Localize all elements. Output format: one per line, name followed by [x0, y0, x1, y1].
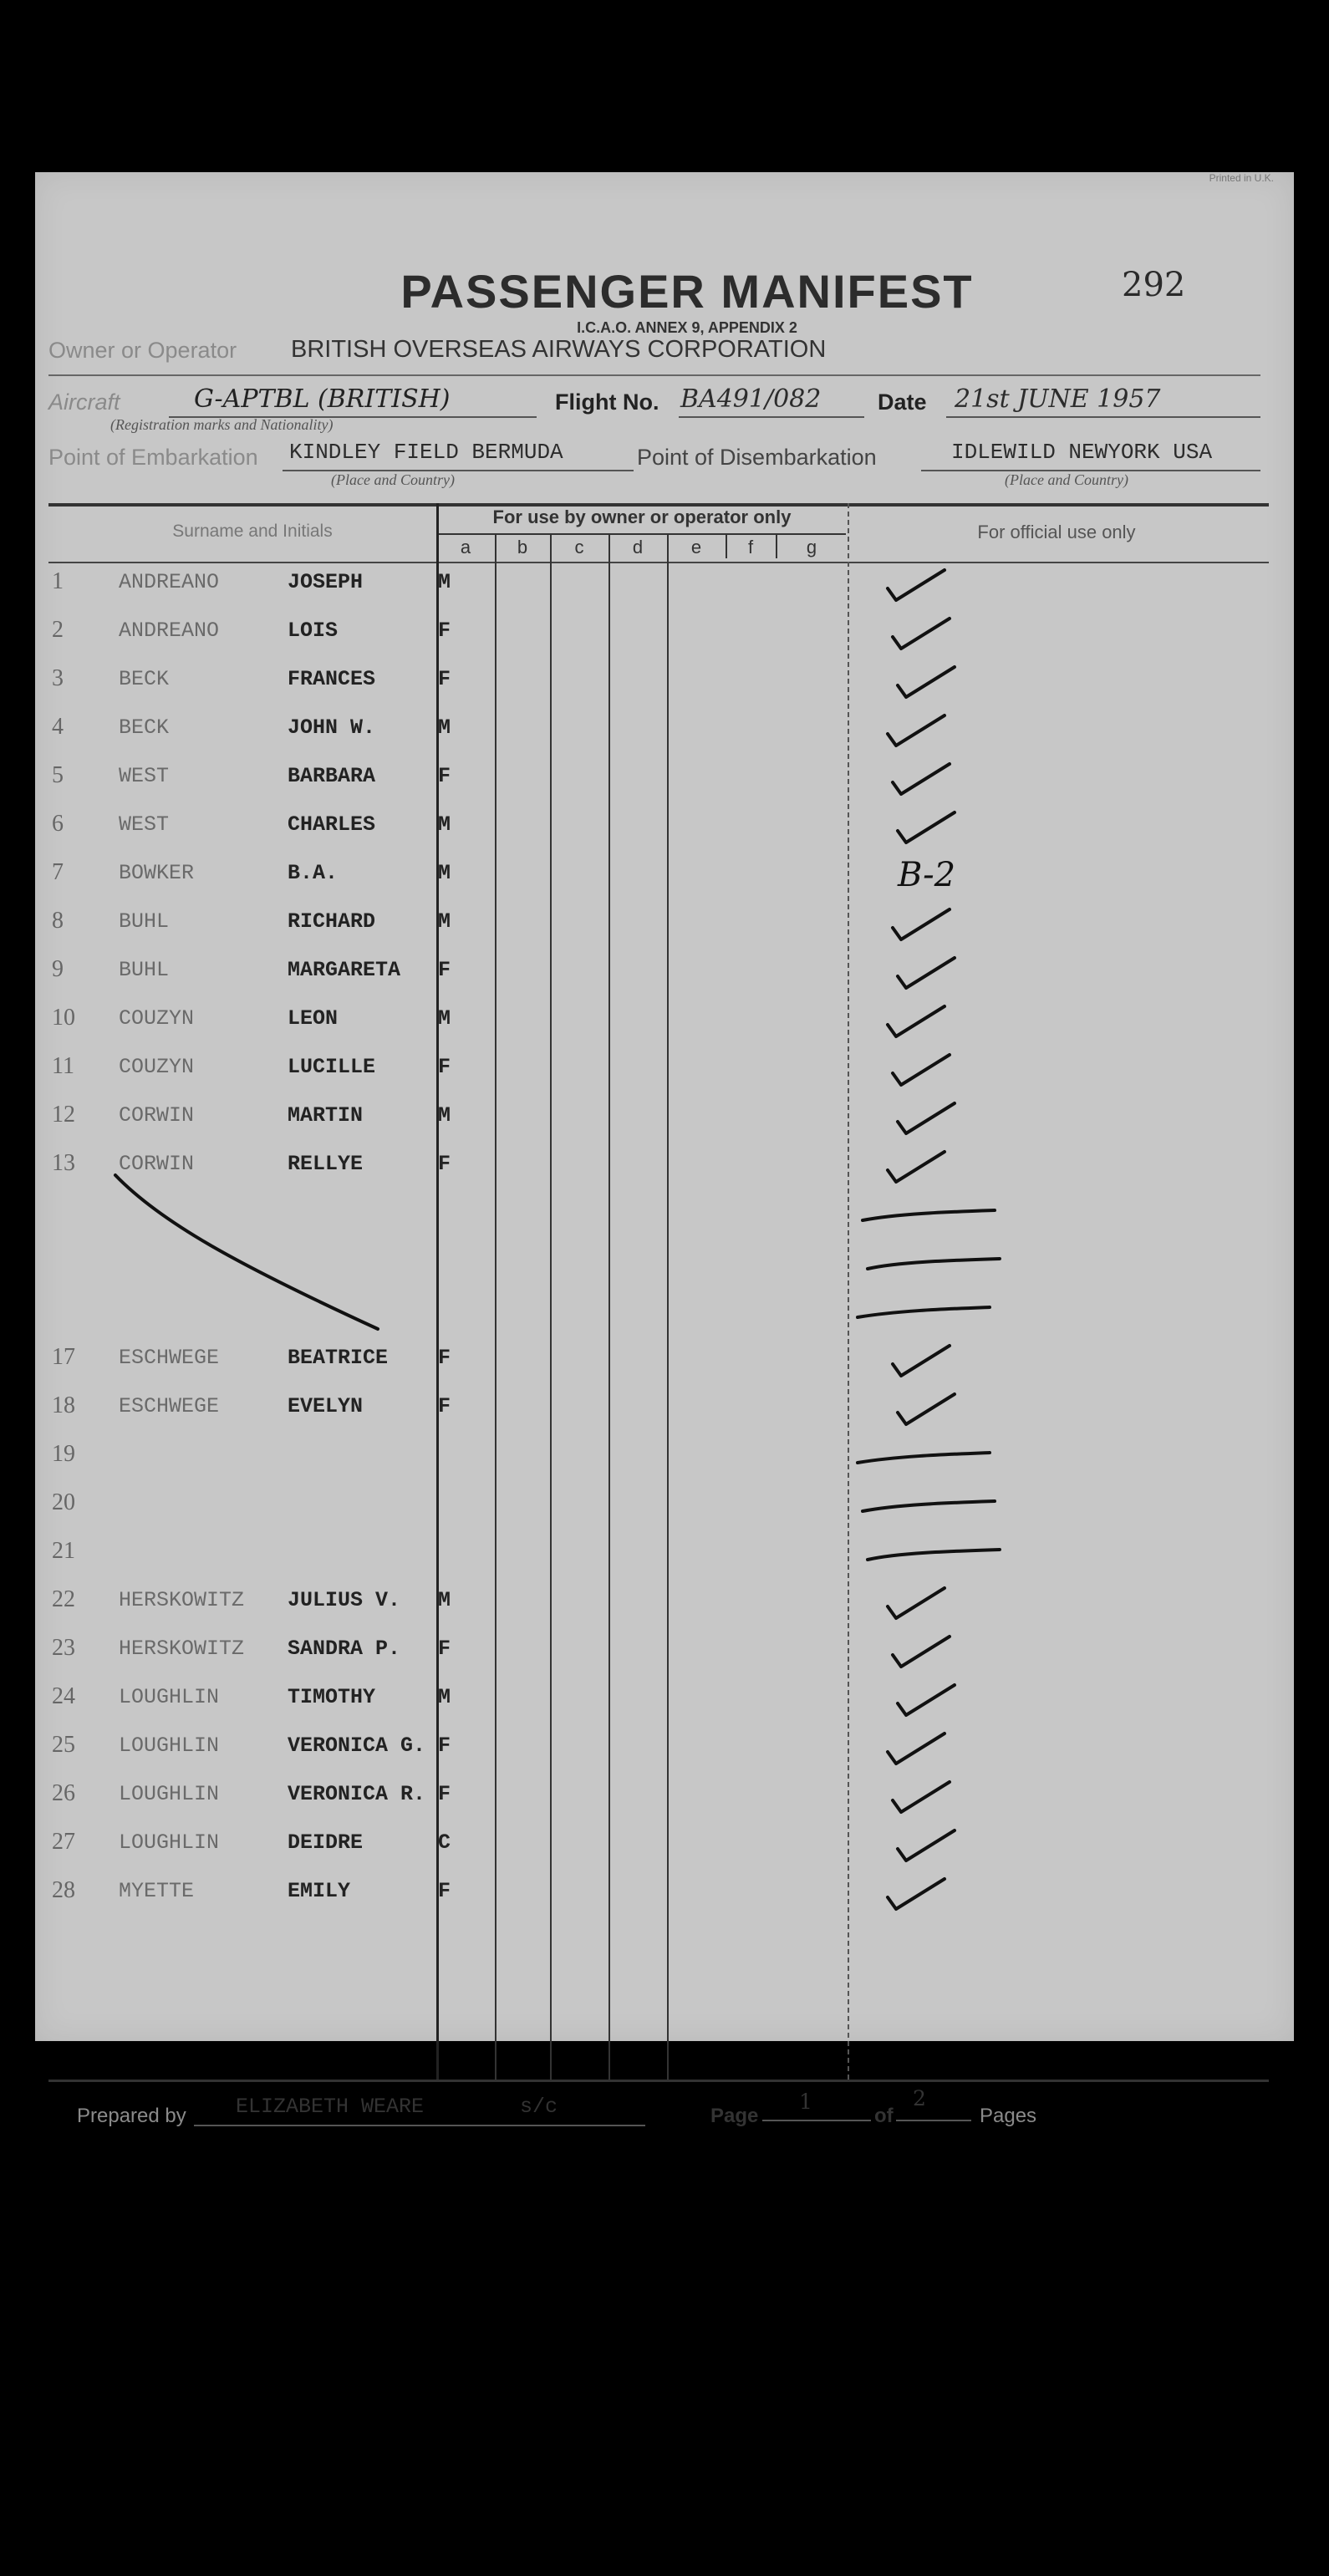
row-col-a: M	[438, 1588, 451, 1612]
row-given-name: TIMOTHY	[288, 1685, 376, 1709]
row-given-name: RICHARD	[288, 909, 376, 934]
row-number: 25	[52, 1732, 75, 1758]
prepared-label: Prepared by	[77, 2105, 186, 2127]
row-number: 1	[52, 568, 64, 594]
table-row	[35, 998, 1289, 1046]
row-given-name: LUCILLE	[288, 1055, 376, 1079]
row-given-name: FRANCES	[288, 667, 376, 691]
row-number: 2	[52, 617, 64, 643]
row-number: 28	[52, 1877, 75, 1903]
of-value: 2	[913, 2086, 926, 2110]
table-row	[35, 659, 1289, 707]
row-number: 27	[52, 1829, 75, 1855]
prepared-value: ELIZABETH WEARE	[236, 2095, 425, 2119]
col-f-header: f	[747, 537, 754, 557]
check-mark	[898, 1830, 955, 1861]
row-surname: WEST	[119, 764, 170, 788]
row-given-name: CHARLES	[288, 812, 376, 837]
row-given-name: JOSEPH	[288, 570, 364, 594]
row-surname: LOUGHLIN	[119, 1782, 220, 1806]
table-row	[35, 901, 1289, 949]
row-given-name: B.A.	[288, 861, 339, 885]
table-row	[35, 1677, 1289, 1725]
date-label: Date	[878, 389, 927, 415]
row-number: 18	[52, 1392, 75, 1418]
row-given-name: JULIUS V.	[288, 1588, 401, 1612]
row-col-a: F	[438, 958, 451, 982]
table-row	[35, 1725, 1289, 1774]
date-rule	[946, 416, 1260, 418]
table-row	[35, 1337, 1289, 1386]
of-rule	[896, 2120, 971, 2121]
col-g-left-rule	[776, 533, 777, 558]
row-number: 3	[52, 665, 64, 691]
check-mark	[888, 715, 945, 746]
table-row	[35, 1483, 1289, 1531]
row-given-name: LEON	[288, 1006, 339, 1031]
row-number: 26	[52, 1780, 75, 1806]
row-given-name: EMILY	[288, 1879, 351, 1903]
row-col-a: C	[438, 1830, 451, 1855]
row-surname: LOUGHLIN	[119, 1830, 220, 1855]
row-given-name: VERONICA G.	[288, 1733, 426, 1758]
owner-use-header: For use by owner or operator only	[492, 507, 792, 527]
table-bottom-rule	[48, 2080, 1269, 2082]
table-row	[35, 1580, 1289, 1628]
official-marks	[848, 562, 1082, 2091]
dash-mark	[868, 1550, 1000, 1560]
row-col-a: F	[438, 1394, 451, 1418]
row-number: 17	[52, 1344, 75, 1370]
row-given-name: LOIS	[288, 619, 339, 643]
row-number: 4	[52, 714, 64, 740]
check-mark	[893, 764, 950, 794]
row-surname: ANDREANO	[119, 619, 220, 643]
owner-use-subrule	[436, 533, 846, 535]
col-d-header: d	[632, 537, 644, 557]
flight-value: BA491/082	[680, 384, 822, 414]
row-surname: ANDREANO	[119, 570, 220, 594]
row-col-a: F	[438, 667, 451, 691]
official-header: For official use only	[977, 522, 1136, 542]
prepared-rule	[194, 2125, 645, 2126]
row-col-a: F	[438, 1879, 451, 1903]
row-col-a: F	[438, 1346, 451, 1370]
col-b-header: b	[517, 537, 528, 557]
row-col-a: F	[438, 1152, 451, 1176]
table-row	[35, 1386, 1289, 1434]
row-surname: HERSKOWITZ	[119, 1588, 245, 1612]
check-mark	[893, 1782, 950, 1812]
row-number: 20	[52, 1489, 75, 1515]
dash-mark	[868, 1259, 1000, 1269]
row-surname: CORWIN	[119, 1152, 195, 1176]
of-label: of	[874, 2105, 894, 2127]
col-e-header: e	[690, 537, 702, 557]
row-col-a: F	[438, 764, 451, 788]
owner-value: BRITISH OVERSEAS AIRWAYS CORPORATION	[291, 336, 827, 363]
row-given-name: DEIDRE	[288, 1830, 364, 1855]
row-surname: WEST	[119, 812, 170, 837]
row-surname: BUHL	[119, 909, 170, 934]
page-title: PASSENGER MANIFEST	[400, 265, 974, 318]
row-number: 11	[52, 1053, 74, 1079]
check-mark	[893, 909, 950, 939]
page-label: Page	[710, 2105, 759, 2127]
row-surname: BECK	[119, 715, 170, 740]
dash-mark	[863, 1210, 995, 1220]
check-mark	[893, 1346, 950, 1376]
disembarkation-value: IDLEWILD NEWYORK USA	[951, 440, 1213, 465]
owner-rule	[48, 374, 1260, 376]
row-number: 6	[52, 811, 64, 837]
dash-mark	[858, 1307, 990, 1317]
row-given-name: VERONICA R.	[288, 1782, 426, 1806]
row-given-name: MARTIN	[288, 1103, 364, 1128]
printer-note: Printed in U.K.	[1209, 172, 1274, 184]
check-mark	[888, 1879, 945, 1909]
aircraft-note: (Registration marks and Nationality)	[110, 416, 334, 433]
check-mark	[893, 1055, 950, 1085]
embarkation-note: (Place and Country)	[331, 471, 455, 488]
row-surname: COUZYN	[119, 1006, 195, 1031]
table-row	[35, 1434, 1289, 1483]
row-col-a: F	[438, 619, 451, 643]
check-mark	[888, 1152, 945, 1182]
table-row	[35, 1628, 1289, 1677]
col-a-header: a	[460, 537, 471, 557]
table-row	[35, 1871, 1289, 1919]
row-surname: ESCHWEGE	[119, 1346, 220, 1370]
row-number: 7	[52, 859, 64, 885]
row-number: 22	[52, 1586, 75, 1612]
prepared-role: s/c	[520, 2095, 558, 2119]
check-mark	[898, 812, 955, 843]
table-row	[35, 1046, 1289, 1095]
row-surname: LOUGHLIN	[119, 1685, 220, 1709]
row-surname: CORWIN	[119, 1103, 195, 1128]
row-col-a: F	[438, 1733, 451, 1758]
check-mark	[898, 1394, 955, 1424]
table-row	[35, 853, 1289, 901]
row-surname: COUZYN	[119, 1055, 195, 1079]
row-surname: HERSKOWITZ	[119, 1637, 245, 1661]
table-row	[35, 1531, 1289, 1580]
disembarkation-label: Point of Disembarkation	[637, 445, 877, 470]
owner-label: Owner or Operator	[48, 338, 237, 363]
row-surname: ESCHWEGE	[119, 1394, 220, 1418]
table-row	[35, 949, 1289, 998]
row-col-a: M	[438, 812, 451, 837]
table-row	[35, 610, 1289, 659]
embarkation-label: Point of Embarkation	[48, 445, 258, 470]
row-surname: LOUGHLIN	[119, 1733, 220, 1758]
table-row	[35, 756, 1289, 804]
row-given-name: JOHN W.	[288, 715, 376, 740]
check-mark	[888, 1006, 945, 1036]
flight-label: Flight No.	[555, 389, 659, 415]
row-col-a: F	[438, 1637, 451, 1661]
row-number: 13	[52, 1150, 75, 1176]
page-value: 1	[799, 2090, 812, 2114]
flight-rule	[679, 416, 864, 418]
names-header: Surname and Initials	[172, 522, 333, 541]
date-value: 21st JUNE 1957	[955, 384, 1161, 414]
disembarkation-note: (Place and Country)	[1005, 471, 1128, 488]
row-col-a: F	[438, 1055, 451, 1079]
table-row	[35, 562, 1289, 610]
cancellation-stroke	[110, 1172, 395, 1339]
row-surname: BOWKER	[119, 861, 195, 885]
aircraft-label: Aircraft	[48, 389, 120, 415]
aircraft-value: G-APTBL (BRITISH)	[194, 384, 451, 414]
page-subtitle: I.C.A.O. ANNEX 9, APPENDIX 2	[577, 319, 797, 336]
col-f-left-rule	[726, 533, 727, 558]
dash-mark	[863, 1501, 995, 1511]
row-number: 9	[52, 956, 64, 982]
check-mark	[888, 1588, 945, 1618]
row-col-a: M	[438, 1685, 451, 1709]
manifest-number: 292	[1122, 266, 1186, 304]
row-col-a: F	[438, 1782, 451, 1806]
row-given-name: MARGARETA	[288, 958, 401, 982]
row-given-name: EVELYN	[288, 1394, 364, 1418]
row-surname: MYETTE	[119, 1879, 195, 1903]
embarkation-value: KINDLEY FIELD BERMUDA	[289, 440, 563, 465]
row-number: 8	[52, 908, 64, 934]
table-row	[35, 1822, 1289, 1871]
row-surname: BECK	[119, 667, 170, 691]
check-mark	[893, 1637, 950, 1667]
row-number: 21	[52, 1538, 75, 1564]
check-mark	[893, 619, 950, 649]
row-col-a: M	[438, 1103, 451, 1128]
row-col-a: M	[438, 570, 451, 594]
check-mark	[888, 570, 945, 600]
table-row	[35, 1774, 1289, 1822]
row-number: 23	[52, 1635, 75, 1661]
row-surname: BUHL	[119, 958, 170, 982]
row-given-name: BEATRICE	[288, 1346, 389, 1370]
row-col-a: M	[438, 715, 451, 740]
row-given-name: RELLYE	[288, 1152, 364, 1176]
check-mark	[898, 1685, 955, 1715]
row-number: 19	[52, 1441, 75, 1467]
check-mark	[898, 958, 955, 988]
check-mark	[888, 1733, 945, 1764]
manifest-sheet	[35, 172, 1294, 2127]
table-row	[35, 804, 1289, 853]
row-number: 12	[52, 1102, 75, 1128]
row-given-name: BARBARA	[288, 764, 376, 788]
row-given-name: SANDRA P.	[288, 1637, 401, 1661]
table-row	[35, 1095, 1289, 1143]
col-g-header: g	[806, 537, 817, 557]
table-row	[35, 707, 1289, 756]
dash-mark	[858, 1453, 990, 1463]
row-col-a: M	[438, 861, 451, 885]
pages-label: Pages	[980, 2105, 1037, 2127]
col-c-header: c	[574, 537, 584, 557]
check-mark	[898, 667, 955, 697]
row-number: 10	[52, 1005, 75, 1031]
row-col-a: M	[438, 909, 451, 934]
row-col-a: M	[438, 1006, 451, 1031]
check-mark	[898, 1103, 955, 1133]
official-annotation: B-2	[898, 856, 956, 894]
row-number: 5	[52, 762, 64, 788]
row-number: 24	[52, 1683, 75, 1709]
page-rule	[762, 2120, 871, 2121]
